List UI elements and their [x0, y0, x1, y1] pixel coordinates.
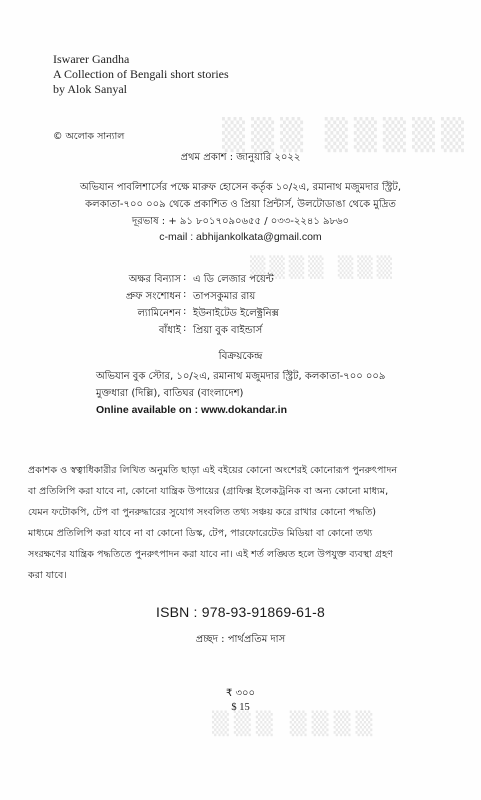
credit-separator: :	[183, 272, 187, 283]
price-inr: ₹ ৩০০	[225, 688, 256, 699]
credit-value: ইউনাইটেড ইলেক্ট্রনিক্স	[193, 308, 279, 319]
credit-row	[0, 306, 481, 322]
first-edition: প্রথম প্রকাশ : জানুয়ারি ২০২২	[180, 152, 301, 163]
publisher-line-1: অভিযান পাবলিশার্সের পক্ষে মারুফ হোসেন কর্তৃক ১০/২এ, রমানাথ মজুমদার স্ট্রিট,	[79, 182, 402, 193]
credit-row	[0, 272, 481, 288]
credit-row	[0, 323, 481, 339]
show-through-decoration: ▒▒▒▒ ▒▒▒	[250, 255, 397, 279]
credit-separator: :	[183, 289, 187, 300]
credit-label: প্রুফ সংশোধন	[125, 291, 181, 302]
legal-notice	[28, 460, 454, 586]
credit-value: তাপসকুমার রায়	[193, 291, 256, 302]
legal-line: বা প্রতিলিপি করা যাবে না, কোনো যান্ত্রিক উপায়ের (গ্রাফিক্স ইলেকট্রনিক বা অন্য কোনো মাধ্যম,	[28, 486, 389, 497]
credit-label: অক্ষর বিন্যাস	[128, 274, 181, 285]
show-through-decoration: ▒▒▒ ▒▒▒▒	[212, 712, 378, 737]
copyright-notice: © অলোক সান্যাল	[53, 131, 125, 142]
distribution-info	[96, 368, 385, 419]
legal-line: মাধ্যমে প্রতিলিপি করা যাবে না বা কোনো ডিস্ক, টেপ, পারফোরেটেড মিডিয়া বা কোনো তথ্য	[28, 528, 373, 539]
book-subtitle: A Collection of Bengali short stories	[53, 67, 229, 81]
show-through-decoration: ▒▒▒ ▒▒▒▒▒	[222, 118, 471, 153]
publisher-email: c-mail : abhijankolkata@gmail.com	[159, 231, 322, 243]
legal-line: প্রকাশক ও স্বত্বাধিকারীর লিখিত অনুমতি ছাড়া এই বইয়ের কোনো অংশেরই কোনোরূপ পুনরুৎপাদন	[28, 465, 398, 476]
distribution-partners: মুক্তধারা (দিল্লি), বাতিঘর (বাংলাদেশ)	[96, 388, 244, 399]
credit-label: ল্যামিনেশন	[137, 308, 181, 319]
distribution-heading: বিক্রয়কেন্দ্র	[218, 350, 263, 362]
legal-line: সংরক্ষণের যান্ত্রিক পদ্ধতিতে পুনরুৎপাদন করা যাবে না। এই শর্ত লঙ্ঘিত হলে উপযুক্ত ব্যবস্থা গ্রহণ	[28, 549, 393, 560]
price-usd: $ 15	[231, 702, 250, 713]
distribution-store: অভিযান বুক স্টোর, ১০/২এ, রমানাথ মজুমদার স্ট্রিট, কলকাতা-৭০০ ০০৯	[96, 371, 386, 382]
book-info	[53, 52, 229, 97]
legal-line: যেমন ফটোকপি, টেপ বা পুনরুদ্ধারের সুযোগ সংবলিত তথ্য সঞ্চয় করে রাখার কোনো পদ্ধতি)	[28, 507, 377, 518]
book-title: Iswarer Gandha	[53, 52, 130, 66]
credit-row	[0, 289, 481, 305]
publisher-phone: দূরভাষ : + ৯১ ৮০১৭০৯০৬৫৫ / ০৩৩-২২৪১ ৯৮৬০	[132, 216, 349, 227]
credit-label: বাঁধাই	[158, 325, 181, 336]
credit-separator: :	[183, 323, 187, 334]
credit-value: প্রিয়া বুক বাইন্ডার্স	[193, 325, 263, 336]
credit-separator: :	[183, 306, 187, 317]
publisher-line-2: কলকাতা-৭০০ ০০৯ থেকে প্রকাশিত ও প্রিয়া প্রিন্টার্স, উলটোডাঙা থেকে মুদ্রিত	[85, 199, 396, 210]
credit-value: এ ডি লেজার পয়েন্ট	[193, 274, 274, 285]
online-availability: Online available on : www.dokandar.in	[96, 404, 287, 416]
cover-credit: প্রচ্ছদ : পার্থপ্রতিম দাস	[195, 634, 286, 645]
isbn: ISBN : 978-93-91869-61-8	[155, 604, 325, 620]
legal-line: করা যাবে।	[28, 570, 67, 581]
book-author: by Alok Sanyal	[53, 82, 127, 96]
